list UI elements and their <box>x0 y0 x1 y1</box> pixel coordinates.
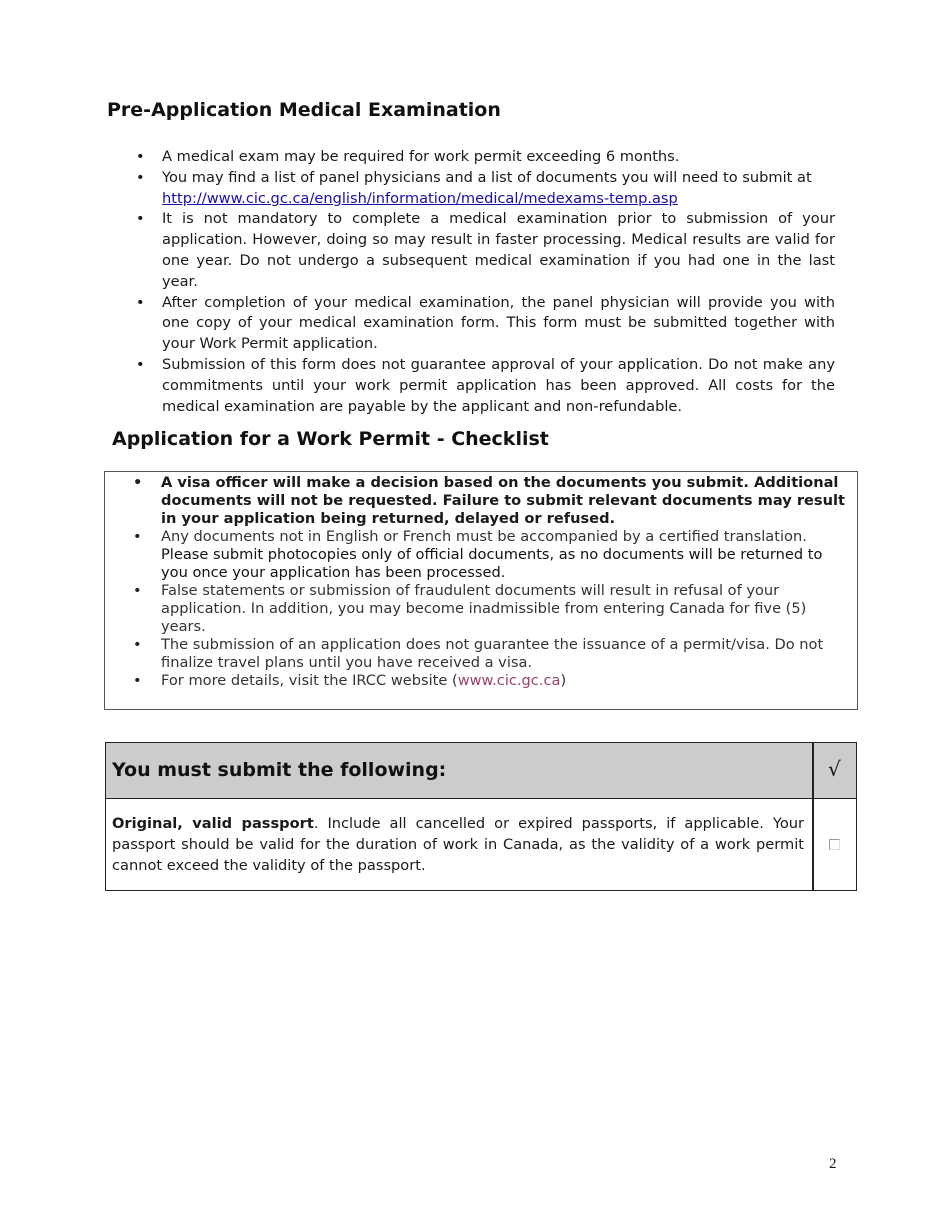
passport-item-title: Original, valid passport <box>112 815 314 832</box>
bullet-text: False statements or submission of fraudulent documents will result in refusal of your application. In addition, you may become inadmissible from entering Canada for five (5) years. <box>161 582 807 635</box>
bullet-text: It is not mandatory to complete a medical examination prior to submission of your application. However, doing so may result in faster processing. Medical results are valid for one year. Do not undergo a subsequent medical examination if you had one in the last year. <box>162 210 835 290</box>
bullet-text: A medical exam may be required for work permit exceeding 6 months. <box>162 148 680 165</box>
list-item <box>162 355 835 417</box>
section-title-medical: Pre-Application Medical Examination <box>107 99 501 121</box>
list-item <box>161 528 851 582</box>
checkmark-icon: √ <box>828 757 841 781</box>
table-row <box>112 814 804 876</box>
list-item <box>162 168 835 210</box>
checklist-bullet-list <box>161 474 851 690</box>
bullet-text: Please submit photocopies only of official documents, as no documents will be returned to you once your application has been processed. <box>161 546 823 581</box>
table-header-label: You must submit the following: <box>112 759 447 781</box>
medical-bullet-list <box>162 147 835 417</box>
ircc-website-link[interactable]: www.cic.gc.ca <box>457 672 561 689</box>
bullet-text: For more details, visit the IRCC website ( <box>161 672 458 689</box>
checklist-notice-box <box>104 471 858 710</box>
table-column-divider <box>812 743 814 890</box>
page-number: 2 <box>829 1156 837 1172</box>
list-item <box>162 147 835 168</box>
list-item <box>161 636 851 672</box>
list-item <box>162 209 835 292</box>
list-item <box>161 582 851 636</box>
panel-physicians-link[interactable]: http://www.cic.gc.ca/english/information/medical/medexams-temp.asp <box>162 189 678 207</box>
bullet-text: You may find a list of panel physicians and a list of documents you will need to submit at <box>162 168 812 186</box>
list-item <box>161 672 851 690</box>
list-item <box>162 293 835 355</box>
section-title-checklist: Application for a Work Permit - Checklist <box>112 428 549 450</box>
bullet-text: The submission of an application does not guarantee the issuance of a permit/visa. Do not finalize travel plans until you have received a visa. <box>161 636 824 671</box>
list-item <box>161 474 851 528</box>
bullet-text: ) <box>560 672 567 689</box>
bullet-text: Submission of this form does not guarantee approval of your application. Do not make any commitments until your work permit application has been approved. All costs for the medical examination are payable by the applicant and non-refundable. <box>162 355 835 415</box>
passport-item-description: . Include all cancelled or expired passports, if applicable. Your passport should be valid for the duration of work in Canada, as the validity of a work permit cannot exceed the validity of the passport. <box>112 815 805 874</box>
passport-checkbox[interactable] <box>829 839 840 850</box>
submission-table <box>105 742 857 891</box>
bullet-text: A visa officer will make a decision based on the documents you submit. Additional documents will not be requested. Failure to submit relevant documents may result in your application being returned, delayed or refused. <box>161 474 845 527</box>
bullet-text: After completion of your medical examination, the panel physician will provide you with one copy of your medical examination form. This form must be submitted together with your Work Permit application. <box>162 293 835 353</box>
bullet-text: Any documents not in English or French must be accompanied by a certified translation. <box>161 528 807 545</box>
